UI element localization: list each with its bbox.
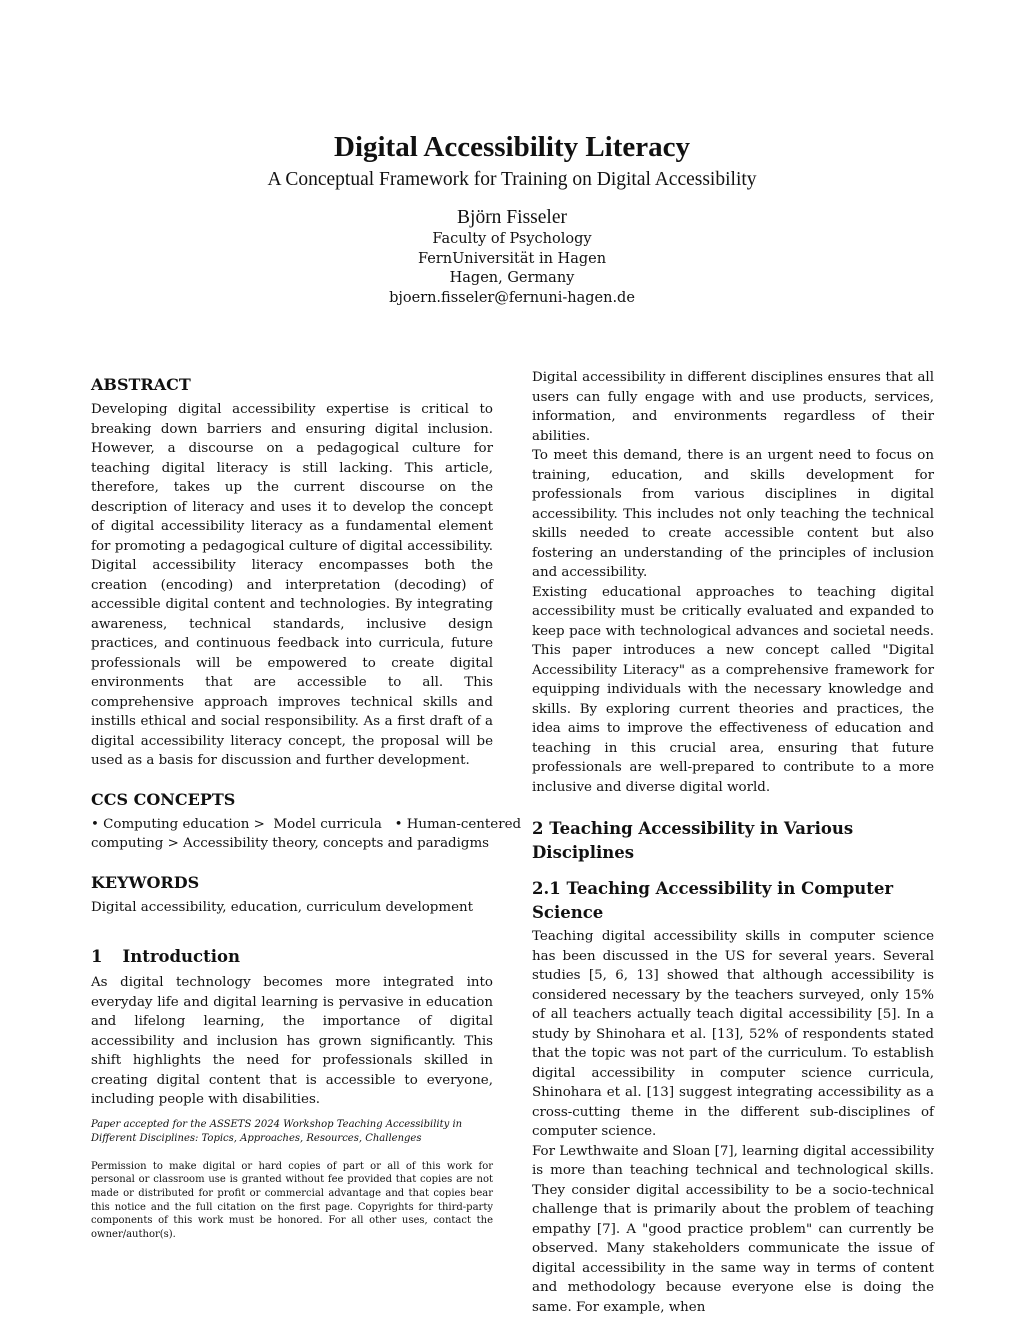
footnote — [91, 1118, 493, 1242]
paper-header — [0, 130, 1024, 308]
ccs-line-1: • Computing education > Model curricula • Human-centered — [91, 816, 522, 832]
right-paragraph-5: For Lewthwaite and Sloan [7], learning digital accessibility is more than teaching technical and technological skills. They consider digital accessibility to be a socio-technical challenge that is primarily about the problem of teaching empathy [7]. A "good practice problem" can currently be observed. Many stakeholders communicate the issue of digital accessibility in the same way in terms of content and methodology because everyone else is doing the same. For example, when — [532, 1143, 935, 1315]
author-department: Faculty of Psychology — [432, 231, 592, 247]
abstract-heading: ABSTRACT — [91, 375, 191, 394]
left-column — [91, 368, 522, 1242]
keywords-text: Digital accessibility, education, curriculum development — [91, 899, 473, 915]
right-paragraph-3: Existing educational approaches to teaching digital accessibility must be critically evaluated and expanded to keep pace with technological advances and societal needs. This paper introduces a new concept called "Digital Accessibility Literacy" as a comprehensive framework for equipping individuals with the necessary knowledge and skills. By exploring current theories and practices, the idea aims to improve the effectiveness of education and teaching in this crucial area, ensuring that future professionals are well-prepared to contribute to a more inclusive and diverse digital world. — [532, 584, 934, 795]
author-location: Hagen, Germany — [449, 270, 575, 286]
author-email[interactable]: bjoern.fisseler@fernuni-hagen.de — [389, 289, 635, 306]
right-paragraph-2: To meet this demand, there is an urgent need to focus on training, education, and skills development for professionals from various disciplines in digital accessibility. This includes not only teaching the technical skills needed to create accessible content but also fostering an understanding of the principles of inclusion and accessibility. — [532, 448, 934, 580]
intro-number: 1 — [91, 947, 103, 966]
right-column — [532, 368, 934, 1317]
author-institution: FernUniversität in Hagen — [417, 250, 607, 267]
right-paragraph-4: Teaching digital accessibility skills in computer science has been discussed in the US for several years. Several studies [5, 6, 13] showed that although accessibility is considered necessary by the teachers surveyed, only 15% of all teachers actually teach digital accessibility [5]. In a study by Shinohara et al. [13], 52% of respondents stated that the topic was not part of the curriculum. To establish digital accessibility in computer science curricula, Shinohara et al. [13] suggest integrating accessibility as a cross-cutting theme in the different sub-disciplines of computer science. — [532, 929, 934, 1139]
intro-heading — [91, 945, 493, 969]
abstract-text: Developing digital accessibility expertise is critical to breaking down barriers and ensuring digital inclusion. However, a discourse on a pedagogical culture for teaching digital literacy is still lacking. This article, therefore, takes up the current discourse on the description of literacy and uses it to develop the concept of digital accessibility literacy as a fundamental element for promoting a pedagogical culture of digital accessibility. Digital accessibility literacy encompasses both the creation (encoding) and interpretation (decoding) of accessible digital content and technologies. By integrating awareness, technical standards, inclusive design practices, and continuous feedback into curricula, future professionals will be empowered to create digital environments that are accessible to all. This comprehensive approach improves technical skills and instills ethical and social responsibility. As a first draft of a digital accessibility literacy concept, the proposal will be used as a basis for discussion and further development. — [91, 402, 493, 768]
accepted-note-line-1: Paper accepted for the ASSETS 2024 Workshop Teaching Accessibility in — [91, 1118, 463, 1130]
ccs-line-2: computing > Accessibility theory, concepts and paradigms — [91, 836, 490, 851]
section-2-heading: 2 Teaching Accessibility in Various Disciplines — [532, 819, 854, 862]
intro-title: Introduction — [122, 947, 240, 966]
accepted-note-line-2: Different Disciplines: Topics, Approaches, Resources, Challenges — [91, 1132, 422, 1144]
paper-subtitle: A Conceptual Framework for Training on Digital Accessibility — [267, 169, 757, 190]
keywords-heading: KEYWORDS — [91, 872, 200, 892]
paper-title: Digital Accessibility Literacy — [334, 131, 690, 163]
intro-text: As digital technology becomes more integrated into everyday life and digital learning is pervasive in education and lifelong learning, the importance of digital accessibility and inclusion has grown significantly. This shift highlights the need for professionals skilled in creating digital content that is accessible to everyone, including people with disabilities. — [91, 975, 493, 1107]
right-paragraph-1: Digital accessibility in different disciplines ensures that all users can fully engage with and use products, services, information, and environments regardless of their abilities. — [532, 370, 934, 444]
section-2-1-heading: 2.1 Teaching Accessibility in Computer Science — [532, 879, 894, 922]
permission-notice: Permission to make digital or hard copies of part or all of this work for personal or classroom use is granted without fee provided that copies are not made or distributed for profit or commercial advantage and that copies bear this notice and the full citation on the first page. Copyrights for third-party components of this work must be honored. For all other uses, contact the owner/author(s). — [91, 1160, 493, 1241]
ccs-heading: CCS CONCEPTS — [91, 789, 236, 809]
author-name: Björn Fisseler — [457, 207, 567, 228]
